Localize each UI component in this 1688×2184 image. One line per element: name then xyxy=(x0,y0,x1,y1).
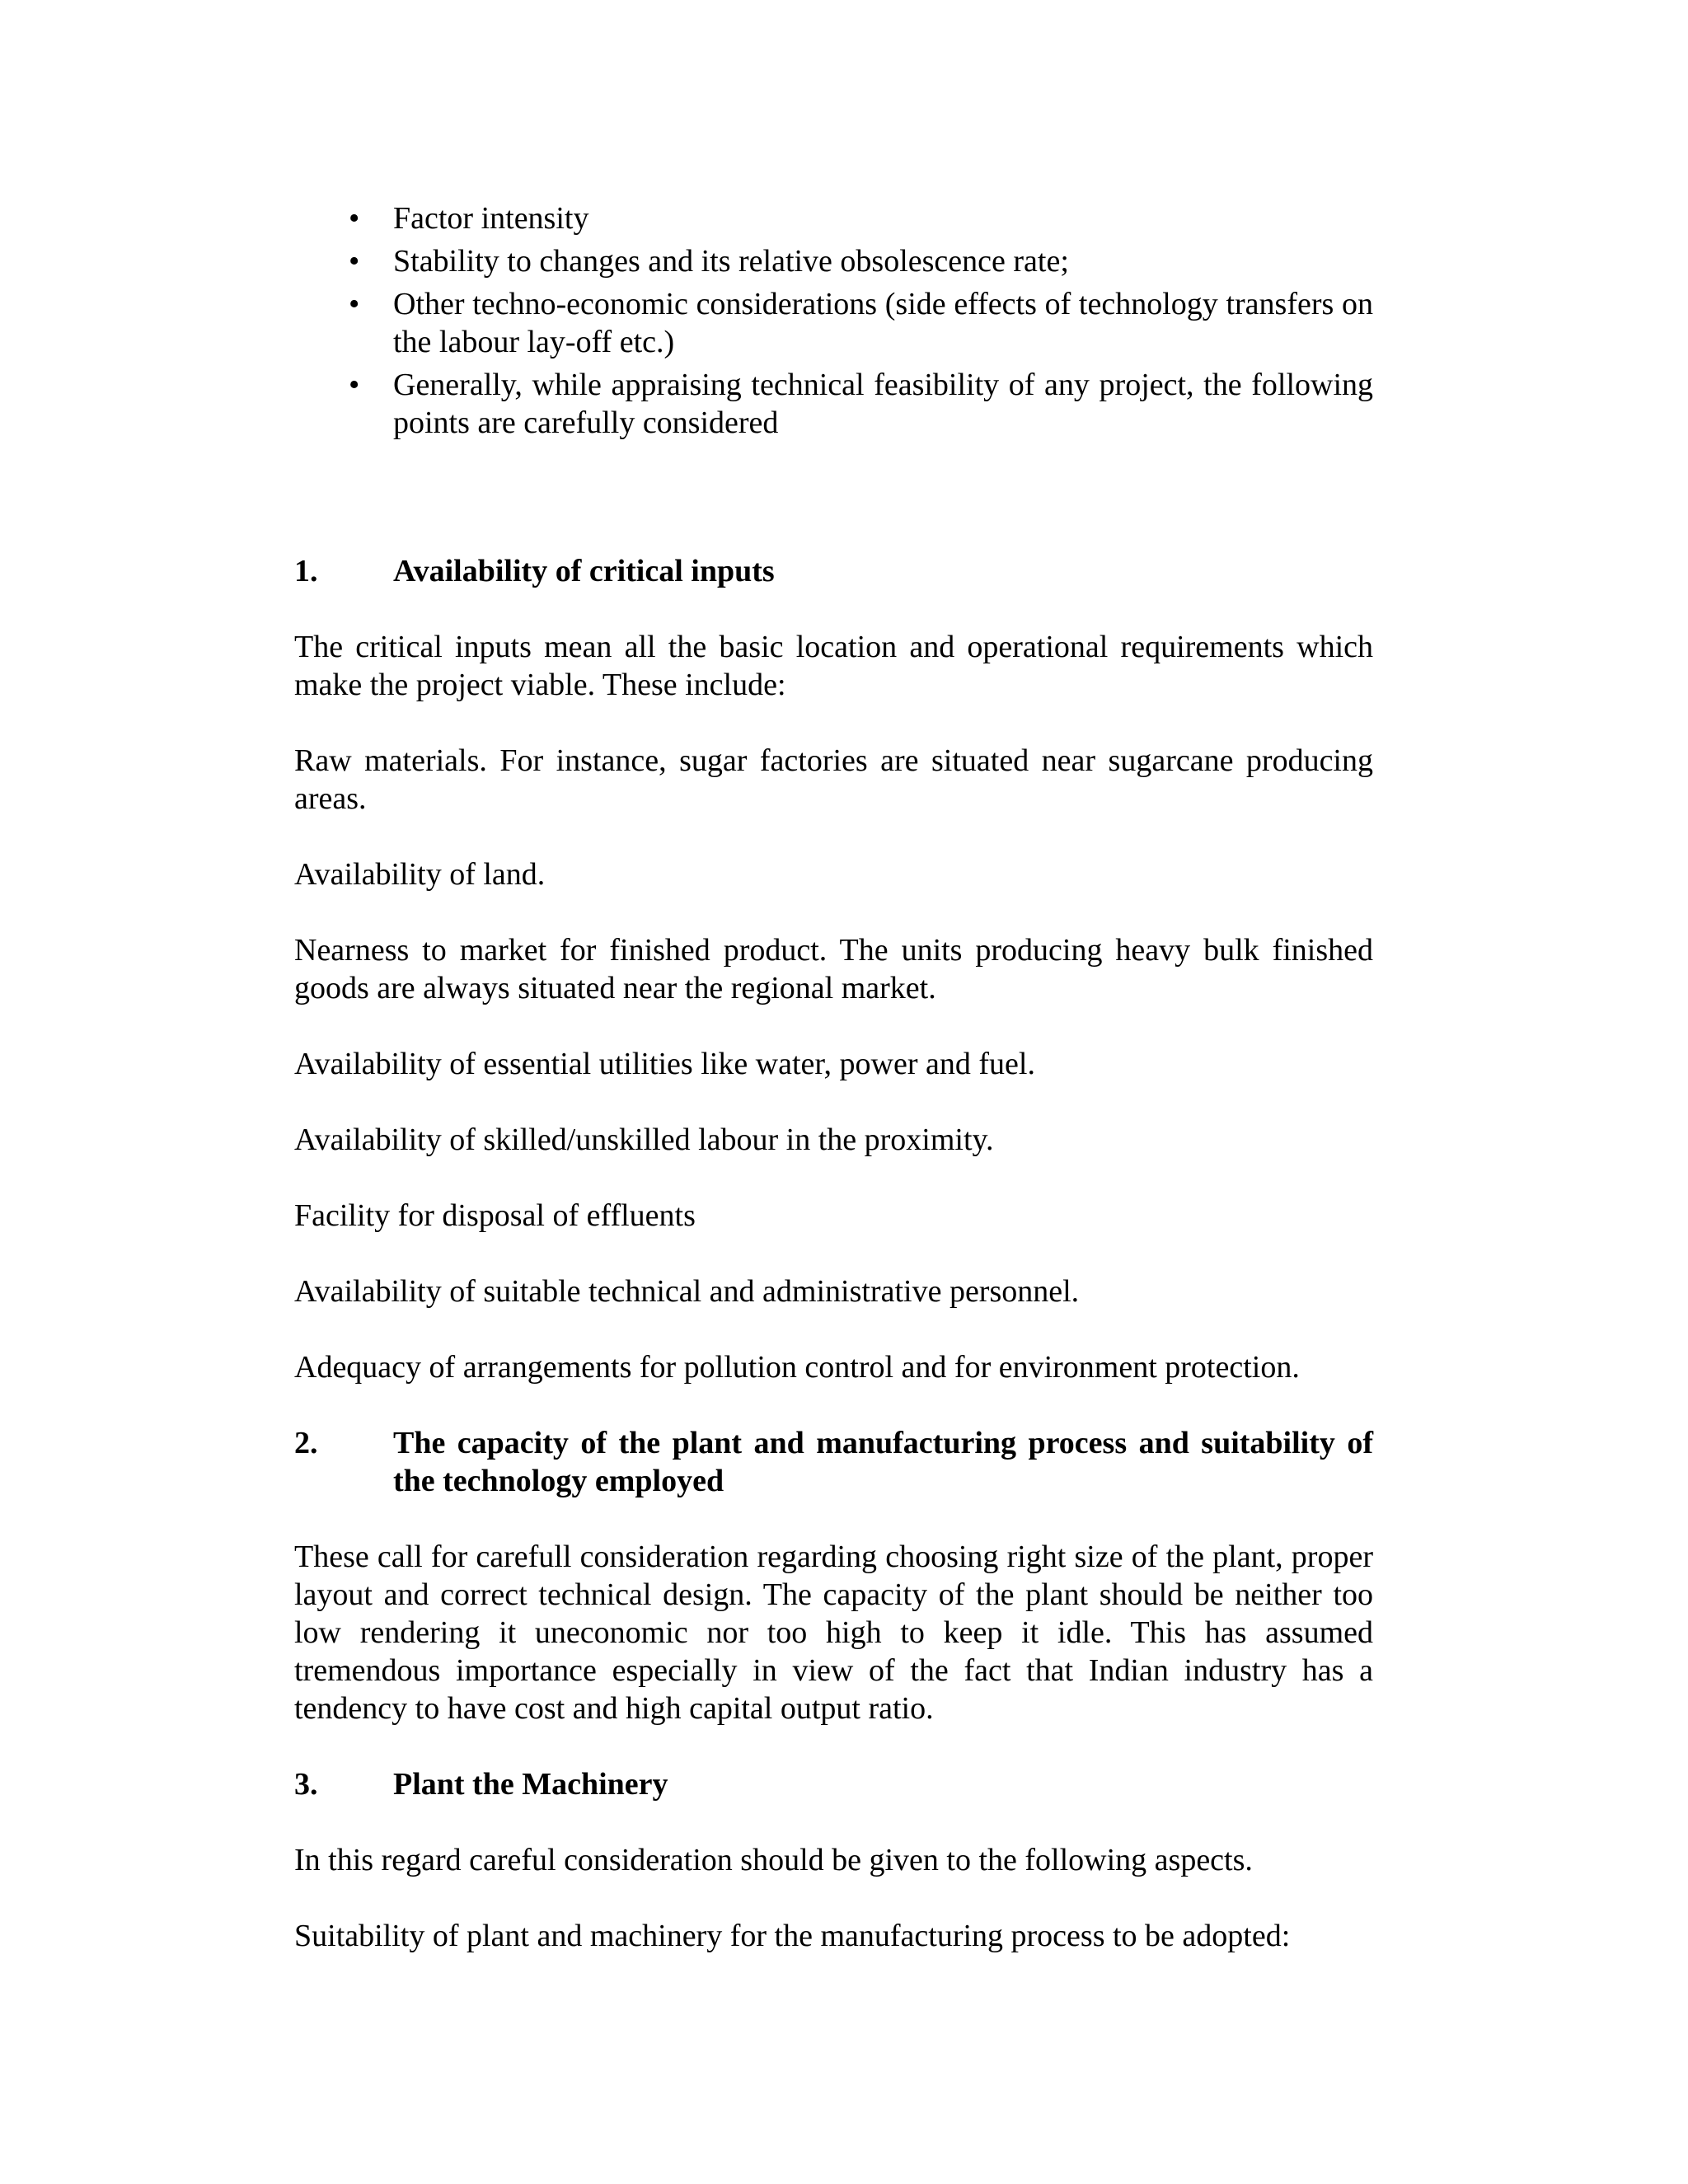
section-title: Availability of critical inputs xyxy=(393,554,775,588)
paragraph: The critical inputs mean all the basic location and operational requirements which make the project viable. These include: xyxy=(294,630,1373,702)
section-number: 1. xyxy=(294,554,318,588)
paragraph: Nearness to market for finished product. The units producing heavy bulk finished goods are always situated near the regional market. xyxy=(294,933,1373,1005)
paragraph: Availability of skilled/unskilled labour in the proximity. xyxy=(294,1122,994,1157)
bullet-item xyxy=(294,285,1373,361)
bullet-icon: • xyxy=(349,368,360,402)
bullet-text: Stability to changes and its relative obsolescence rate; xyxy=(393,244,1069,279)
paragraph: Adequacy of arrangements for pollution control and for environment protection. xyxy=(294,1350,1300,1385)
text-column xyxy=(294,199,1373,1955)
bullet-text: Other techno-economic considerations (side effects of technology transfers on the labour lay-off etc.) xyxy=(393,287,1373,359)
bullet-text: Factor intensity xyxy=(393,201,589,236)
paragraph: Suitability of plant and machinery for the manufacturing process to be adopted: xyxy=(294,1919,1291,1953)
section-number: 2. xyxy=(294,1426,318,1460)
paragraph: Raw materials. For instance, sugar factories are situated near sugarcane producing areas. xyxy=(294,743,1373,816)
section-number: 3. xyxy=(294,1767,318,1802)
bullet-list xyxy=(294,199,1373,442)
paragraph: Availability of essential utilities like water, power and fuel. xyxy=(294,1047,1035,1081)
paragraph: In this regard careful consideration should be given to the following aspects. xyxy=(294,1843,1253,1877)
bullet-text: Generally, while appraising technical feasibility of any project, the following points are carefully considered xyxy=(393,368,1373,440)
bullet-icon: • xyxy=(349,201,360,236)
paragraph: These call for carefull consideration regarding choosing right size of the plant, proper layout and correct technical design. The capacity of the plant should be neither too low rendering it uneconomic nor too high to keep it idle. This has assumed tremendous importance especially in view of the fact that Indian industry has a tendency to have cost and high capital output ratio. xyxy=(294,1540,1373,1726)
section-heading-plant-machinery xyxy=(294,1765,1373,1803)
section-heading-plant-capacity xyxy=(294,1424,1373,1500)
bullet-icon: • xyxy=(349,287,360,321)
bullet-item xyxy=(294,242,1373,280)
section-heading-critical-inputs xyxy=(294,552,1373,590)
paragraph: Facility for disposal of effluents xyxy=(294,1198,696,1233)
section-title: Plant the Machinery xyxy=(393,1767,668,1802)
paragraph: Availability of suitable technical and administrative personnel. xyxy=(294,1274,1080,1309)
bullet-item xyxy=(294,366,1373,442)
bullet-item xyxy=(294,199,1373,237)
bullet-icon: • xyxy=(349,244,360,279)
section-title: The capacity of the plant and manufacturing process and suitability of the technology employed xyxy=(393,1426,1373,1498)
paragraph: Availability of land. xyxy=(294,857,546,892)
